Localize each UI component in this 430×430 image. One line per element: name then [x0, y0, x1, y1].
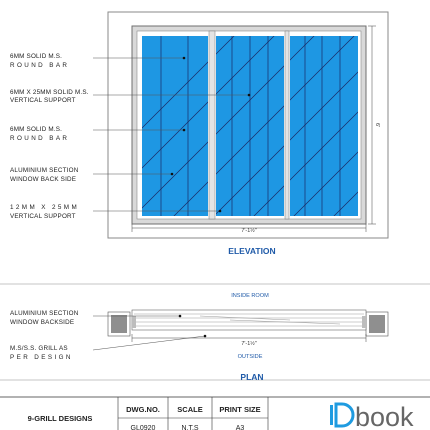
- label-vertical-support-1-line2: VERTICAL SUPPORT: [10, 97, 76, 104]
- idbook-logo: [330, 402, 414, 430]
- plan-label-aluminium-line1: ALUMINIUM SECTION: [10, 310, 79, 317]
- label-round-bar-1-line1: 6MM SOLID M.S.: [10, 53, 63, 60]
- dwg-no-value: GL0920: [130, 425, 156, 430]
- plan-label-grill-line1: M.S/S.S. GRILL AS: [10, 345, 68, 352]
- scale-value: N.T.S: [181, 425, 199, 430]
- label-aluminium-line2: WINDOW BACK SIDE: [10, 176, 77, 183]
- scale-label: SCALE: [177, 405, 203, 414]
- drawing-name: 9-GRILL DESIGNS: [27, 414, 93, 423]
- mullion: [209, 31, 215, 219]
- elevation-view: [10, 12, 400, 256]
- label-round-bar-2-line2: ROUND BAR: [10, 135, 70, 142]
- outside-label: OUTSIDE: [237, 354, 263, 360]
- plan-label-grill-line2: PER DESIGN: [10, 354, 73, 361]
- label-round-bar-2-line1: 6MM SOLID M.S.: [10, 126, 63, 133]
- label-round-bar-1-line2: ROUND BAR: [10, 62, 70, 69]
- label-vertical-support-2-line1: 12MM X 25MM: [10, 204, 80, 211]
- glass-panel-left: [142, 36, 208, 216]
- width-dimension: 7'-1½": [241, 228, 257, 234]
- print-size-label: PRINT SIZE: [219, 405, 261, 414]
- inside-room-label: INSIDE ROOM: [231, 293, 269, 299]
- height-dimension: 6': [374, 122, 380, 128]
- plan-view: [0, 284, 430, 382]
- label-aluminium-line1: ALUMINIUM SECTION: [10, 167, 79, 174]
- title-block: [0, 397, 430, 430]
- label-vertical-support-2-line2: VERTICAL SUPPORT: [10, 213, 76, 220]
- glass-panel-right: [290, 36, 358, 216]
- mullion: [285, 31, 289, 219]
- plan-width-dimension: 7'-1½": [241, 341, 257, 347]
- plan-title: PLAN: [240, 372, 264, 382]
- elevation-title: ELEVATION: [228, 246, 276, 256]
- print-size-value: A3: [235, 425, 245, 430]
- logo-text: book: [355, 402, 414, 430]
- plan-label-aluminium-line2: WINDOW BACKSIDE: [10, 319, 75, 326]
- dwg-no-label: DWG.NO.: [126, 405, 160, 414]
- label-vertical-support-1-line1: 6MM X 25MM SOLID M.S.: [10, 89, 89, 96]
- window-section: [132, 310, 366, 330]
